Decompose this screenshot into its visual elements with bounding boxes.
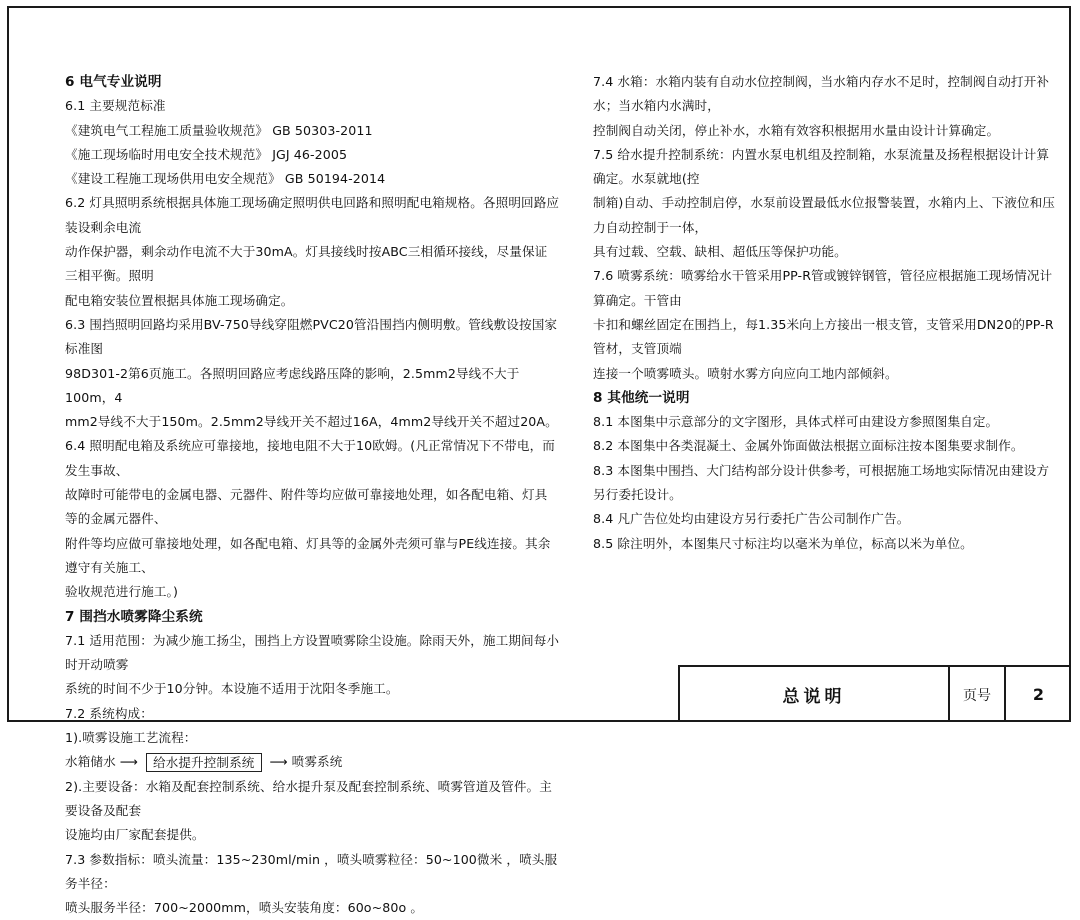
section-6-4-line-1: 6.4 照明配电箱及系统应可靠接地，接地电阻不大于10欧姆。(凡正常情况下不带电，而发生事故、 <box>65 438 555 478</box>
section-7-2-1: 1).喷雾设施工艺流程： <box>65 730 197 746</box>
section-6-4-line-2: 故障时可能带电的金属电器、元器件、附件等均应做可靠接地处理，如各配电箱、灯具等的金属元器件、 <box>65 487 548 527</box>
section-6-3-line-2: 98D301-2第6页施工。各照明回路应考虑线路压降的影响，2.5mm2导线不大于100m，4 <box>65 365 520 405</box>
section-7-6-line-3: 连接一个喷雾喷头。喷射水雾方向应向工地内部倾斜。 <box>593 365 898 381</box>
section-7-4-line-2: 控制阀自动关闭，停止补水，水箱有效容积根据用水量由设计计算确定。 <box>593 122 1000 138</box>
section-6-3-line-3: mm2导线不大于150m。2.5mm2导线开关不超过16A，4mm2导线开关不超过20A。 <box>65 414 558 430</box>
section-8-3: 8.3 本图集中围挡、大门结构部分设计供参考，可根据施工场地实际情况由建设方另行委托设计。 <box>593 462 1050 503</box>
section-7-6-line-2: 卡扣和螺丝固定在围挡上，每1.35米向上方接出一根支管，支管采用DN20的PP-R管材，支管顶端 <box>593 316 1054 357</box>
flow-arrow-icon: ⟶ <box>269 754 288 770</box>
section-6-3-line-1: 6.3 围挡照明回路均采用BV-750导线穿阻燃PVC20管沿围挡内侧明敷。管线敷设按国家标准图 <box>65 316 558 357</box>
section-6-2-line-2: 动作保护器，剩余动作电流不大于30mA。灯具接线时按ABC三相循环接线，尽量保证三相平衡。照明 <box>65 244 548 284</box>
section-7-6-line-1: 7.6 喷雾系统：喷雾给水干管采用PP-R管或镀锌钢管，管径应根据施工现场情况计算确定。干管由 <box>593 268 1053 308</box>
flow-start-label: 水箱储水 <box>65 754 116 770</box>
flow-arrow-icon: ⟶ <box>119 754 138 770</box>
section-8-2: 8.2 本图集中各类混凝土、金属外饰面做法根据立面标注按本图集要求制作。 <box>593 438 1024 454</box>
section-6-4-line-3: 附件等均应做可靠接地处理，如各配电箱、灯具等的金属外壳须可靠与PE线连接。其余遵守有关施工、 <box>65 535 551 575</box>
section-6-heading: 6 电气专业说明 <box>65 74 162 90</box>
section-7-3-line-1: 7.3 参数指标：喷头流量：135~230ml/min ，喷头喷雾粒径：50~100微米 ，喷头服务半径： <box>65 851 558 891</box>
section-7-1-line-1: 7.1 适用范围：为减少施工扬尘，围挡上方设置喷雾除尘设施。除雨天外，施工期间每小时开动喷雾 <box>65 632 560 673</box>
section-6-2-line-3: 配电箱安装位置根据具体施工现场确定。 <box>65 292 294 308</box>
standard-1: 《建筑电气工程施工质量验收规范》 GB 50303-2011 <box>65 122 373 138</box>
section-8-4: 8.4 凡广告位处均由建设方另行委托广告公司制作广告。 <box>593 511 910 527</box>
section-7-2: 7.2 系统构成： <box>65 705 153 721</box>
standard-2: 《施工现场临时用电安全技术规范》 JGJ 46-2005 <box>65 146 348 162</box>
flow-control-box: 给水提升控制系统 <box>146 753 262 772</box>
title-block <box>678 665 1071 722</box>
sheet-title: 总说明 <box>680 667 950 722</box>
section-8-1: 8.1 本图集中示意部分的文字图形，具体式样可由建设方参照图集自定。 <box>593 414 999 430</box>
section-7-5-line-1: 7.5 给水提升控制系统：内置水泵电机组及控制箱，水泵流量及扬程根据设计计算确定。水泵就地(控 <box>593 146 1050 187</box>
section-7-5-line-3: 具有过载、空载、缺相、超低压等保护功能。 <box>593 244 847 260</box>
section-7-2-2-line-1: 2).主要设备：水箱及配套控制系统、给水提升泵及配套控制系统、喷雾管道及管件。主要设备及配套 <box>65 778 552 818</box>
right-column <box>593 70 1055 556</box>
section-7-4-line-1: 7.4 水箱：水箱内装有自动水位控制阀，当水箱内存水不足时，控制阀自动打开补水；当水箱内水满时， <box>593 74 1050 114</box>
flow-end-label: 喷雾系统 <box>291 754 343 770</box>
section-8-5: 8.5 除注明外，本图集尺寸标注均以毫米为单位，标高以米为单位。 <box>593 535 973 551</box>
standard-3: 《建设工程施工现场供用电安全规范》 GB 50194-2014 <box>65 171 386 187</box>
section-6-4-line-4: 验收规范进行施工。) <box>65 584 178 600</box>
section-7-2-2-line-2: 设施均由厂家配套提供。 <box>65 827 205 843</box>
section-7-1-line-2: 系统的时间不少于10分钟。本设施不适用于沈阳冬季施工。 <box>65 681 399 697</box>
section-7-5-line-2: 制箱)自动、手动控制启停，水泵前设置最低水位报警装置，水箱内上、下液位和压力自动控制于一体， <box>593 195 1055 235</box>
left-column <box>65 70 560 920</box>
page-number: 2 <box>1032 685 1045 704</box>
section-6-1: 6.1 主要规范标准 <box>65 98 166 114</box>
section-6-2-line-1: 6.2 灯具照明系统根据具体施工现场确定照明供电回路和照明配电箱规格。各照明回路应装设剩余电流 <box>65 195 560 235</box>
section-8-heading: 8 其他统一说明 <box>593 389 690 406</box>
page-number-label: 页号 <box>950 667 1006 722</box>
section-7-heading: 7 围挡水喷雾降尘系统 <box>65 608 203 625</box>
section-7-3-line-2: 喷头服务半径：700~2000mm，喷头安装角度：60o~80o 。 <box>65 900 424 916</box>
process-flow <box>65 750 560 774</box>
